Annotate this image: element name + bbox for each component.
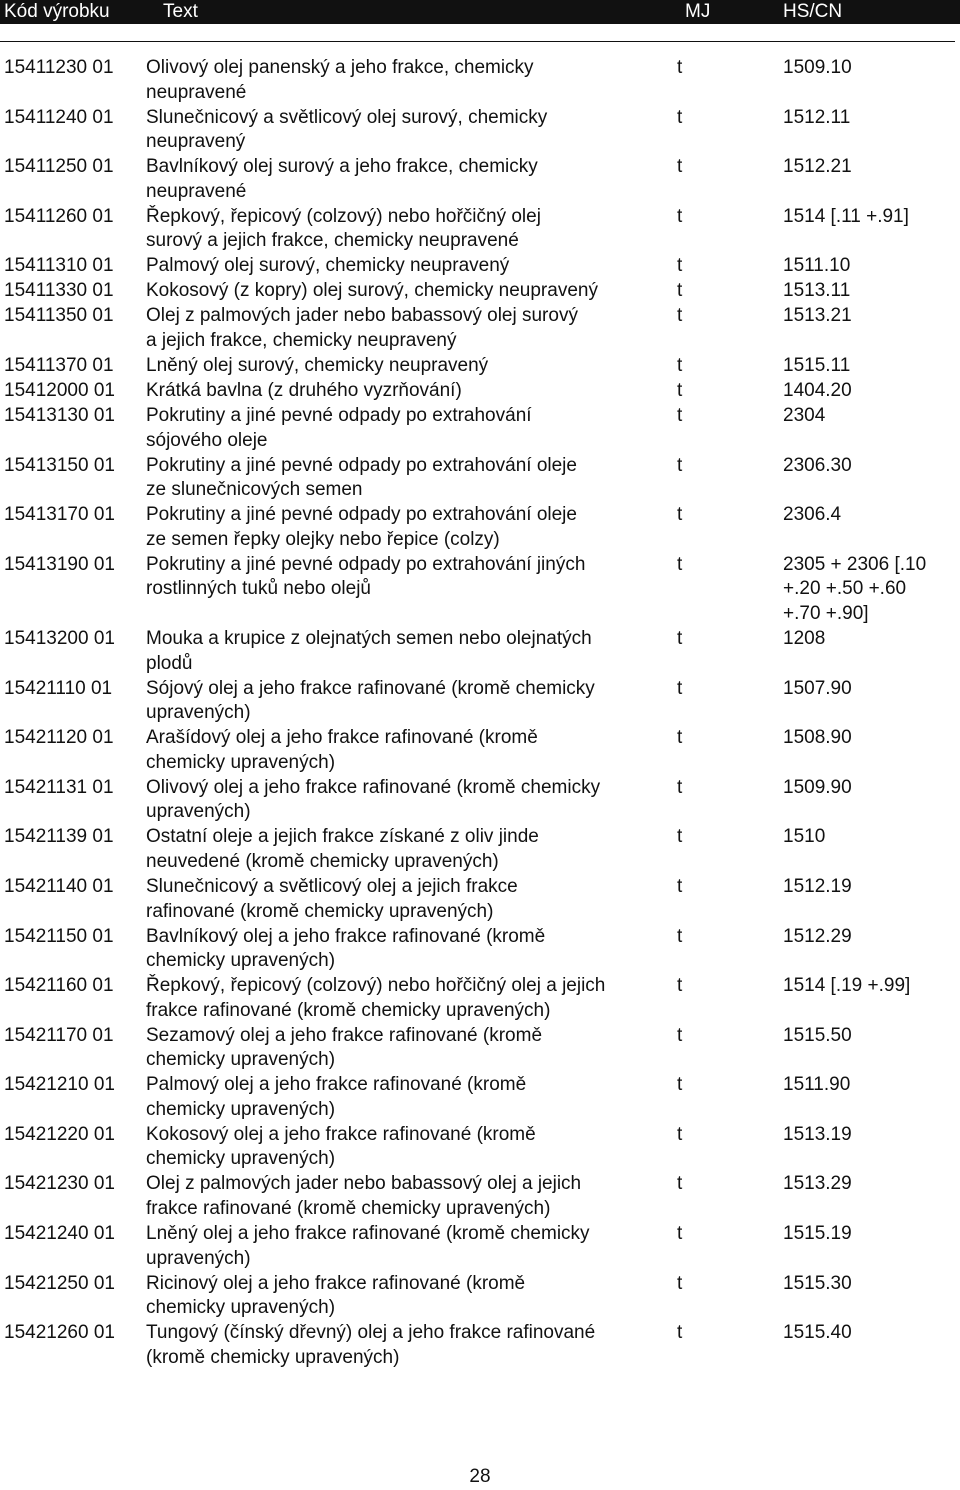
description-line: frakce rafinované (kromě chemicky upravených) — [146, 1198, 551, 1220]
unit-value: t — [677, 106, 683, 128]
description-line: ze semen řepky olejky nebo řepice (colzy) — [146, 528, 500, 550]
description-line: neupravené — [146, 81, 247, 103]
product-description — [146, 726, 666, 775]
column-header-hs: HS/CN — [783, 1, 843, 22]
hs-cn-code — [783, 627, 958, 652]
hs-cn-line: 1513.11 — [783, 280, 851, 302]
hs-cn-line: 1404.20 — [783, 379, 852, 401]
column-header-code: Kód výrobku — [4, 1, 110, 22]
description-line: Slunečnicový a světlicový olej a jejich frakce — [146, 875, 518, 897]
column-header-text: Text — [163, 1, 198, 22]
description-line: Pokrutiny a jiné pevné odpady po extrahování oleje — [146, 454, 577, 476]
description-line: Ricinový olej a jeho frakce rafinované (kromě — [146, 1272, 526, 1294]
product-code: 15421139 01 — [4, 826, 114, 848]
unit-value: t — [677, 404, 683, 426]
hs-cn-code — [783, 254, 958, 279]
table-row — [0, 1024, 960, 1074]
table-header — [0, 0, 960, 24]
description-line: chemicky upravených) — [146, 1297, 336, 1319]
hs-cn-line: 1513.29 — [783, 1173, 852, 1195]
hs-cn-code — [783, 304, 958, 329]
description-line: chemicky upravených) — [146, 1098, 336, 1120]
description-line: Pokrutiny a jiné pevné odpady po extrahování oleje — [146, 504, 577, 526]
product-description — [146, 875, 666, 924]
description-line: Arašídový olej a jeho frakce rafinované (kromě — [146, 727, 538, 749]
hs-cn-code — [783, 875, 958, 900]
hs-cn-code — [783, 776, 958, 801]
product-table — [0, 56, 960, 1371]
hs-cn-line: 1513.21 — [783, 305, 852, 327]
hs-cn-line: 2306.30 — [783, 454, 852, 476]
product-description — [146, 1222, 666, 1271]
description-line: surový a jejich frakce, chemicky neupravené — [146, 230, 519, 252]
product-code: 15421260 01 — [4, 1322, 115, 1344]
product-code: 15412000 01 — [4, 379, 115, 401]
table-row — [0, 1321, 960, 1371]
table-row — [0, 925, 960, 975]
hs-cn-code — [783, 1321, 958, 1346]
hs-cn-code — [783, 454, 958, 479]
table-row — [0, 1272, 960, 1322]
unit-value: t — [677, 1024, 683, 1046]
table-row — [0, 1123, 960, 1173]
product-description — [146, 1172, 666, 1221]
hs-cn-code — [783, 677, 958, 702]
product-description — [146, 1272, 666, 1321]
description-line: Lněný olej a jeho frakce rafinované (kromě chemicky — [146, 1223, 590, 1245]
table-row — [0, 354, 960, 379]
description-line: Olej z palmových jader nebo babassový olej a jejich — [146, 1173, 582, 1195]
hs-cn-line: 1515.40 — [783, 1322, 852, 1344]
hs-cn-code — [783, 1222, 958, 1247]
description-line: Bavlníkový olej a jeho frakce rafinované (kromě — [146, 925, 546, 947]
product-description — [146, 155, 666, 204]
description-line: upravených) — [146, 1247, 251, 1269]
product-code: 15411350 01 — [4, 305, 114, 327]
column-header-unit: MJ — [685, 1, 711, 22]
description-line: frakce rafinované (kromě chemicky upravených) — [146, 999, 551, 1021]
hs-cn-line: 1512.29 — [783, 925, 852, 947]
hs-cn-line: 1514 [.19 +.99] — [783, 975, 911, 997]
hs-cn-code — [783, 56, 958, 81]
description-line: Kokosový (z kopry) olej surový, chemicky neupravený — [146, 280, 598, 302]
table-row — [0, 726, 960, 776]
description-line: Olej z palmových jader nebo babassový olej surový — [146, 305, 578, 327]
product-description — [146, 503, 666, 552]
unit-value: t — [677, 826, 683, 848]
unit-value: t — [677, 1173, 683, 1195]
unit-value: t — [677, 975, 683, 997]
table-row — [0, 279, 960, 304]
product-description — [146, 677, 666, 726]
description-line: neupravené — [146, 180, 247, 202]
product-description — [146, 304, 666, 353]
unit-value: t — [677, 1123, 683, 1145]
table-row — [0, 825, 960, 875]
description-line: neuvedené (kromě chemicky upravených) — [146, 850, 499, 872]
hs-cn-line: +.20 +.50 +.60 — [783, 578, 907, 600]
description-line: chemicky upravených) — [146, 1148, 336, 1170]
hs-cn-code — [783, 106, 958, 131]
product-code: 15411260 01 — [4, 205, 114, 227]
unit-value: t — [677, 454, 683, 476]
product-code: 15411240 01 — [4, 106, 114, 128]
product-code: 15421131 01 — [4, 776, 114, 798]
product-description — [146, 825, 666, 874]
unit-value: t — [677, 1074, 683, 1096]
description-line: upravených) — [146, 801, 251, 823]
description-line: Sójový olej a jeho frakce rafinované (kromě chemicky — [146, 677, 595, 699]
hs-cn-code — [783, 1172, 958, 1197]
unit-value: t — [677, 205, 683, 227]
description-line: chemicky upravených) — [146, 950, 336, 972]
product-description — [146, 974, 666, 1023]
hs-cn-line: 1514 [.11 +.91] — [783, 205, 909, 227]
product-code: 15421220 01 — [4, 1123, 115, 1145]
product-description — [146, 279, 666, 304]
description-line: rafinované (kromě chemicky upravených) — [146, 900, 494, 922]
hs-cn-line: 1515.19 — [783, 1223, 852, 1245]
table-row — [0, 1172, 960, 1222]
table-row — [0, 379, 960, 404]
table-row — [0, 627, 960, 677]
table-row — [0, 404, 960, 454]
table-row — [0, 677, 960, 727]
description-line: Palmový olej surový, chemicky neupravený — [146, 255, 510, 277]
unit-value: t — [677, 875, 683, 897]
unit-value: t — [677, 354, 683, 376]
hs-cn-line: 1511.10 — [783, 255, 851, 277]
product-description — [146, 627, 666, 676]
unit-value: t — [677, 627, 683, 649]
description-line: Řepkový, řepicový (colzový) nebo hořčičný olej a jejich — [146, 975, 606, 997]
hs-cn-line: 1208 — [783, 627, 826, 649]
description-line: neupravený — [146, 131, 246, 153]
product-description — [146, 553, 666, 602]
header-divider — [0, 41, 955, 42]
description-line: Palmový olej a jeho frakce rafinované (kromě — [146, 1074, 527, 1096]
product-code: 15421150 01 — [4, 925, 114, 947]
description-line: Slunečnicový a světlicový olej surový, chemicky — [146, 106, 548, 128]
hs-cn-code — [783, 553, 958, 627]
unit-value: t — [677, 727, 683, 749]
hs-cn-line: 1515.30 — [783, 1272, 852, 1294]
product-code: 15421230 01 — [4, 1173, 115, 1195]
product-code: 15411310 01 — [4, 255, 114, 277]
unit-value: t — [677, 1322, 683, 1344]
product-code: 15421210 01 — [4, 1074, 115, 1096]
description-line: plodů — [146, 652, 193, 674]
hs-cn-line: 1515.11 — [783, 354, 851, 376]
product-code: 15411230 01 — [4, 57, 114, 78]
unit-value: t — [677, 553, 683, 575]
hs-cn-code — [783, 974, 958, 999]
description-line: ze slunečnicových semen — [146, 479, 363, 501]
hs-cn-code — [783, 925, 958, 950]
hs-cn-code — [783, 1123, 958, 1148]
description-line: Krátká bavlna (z druhého vyzrňování) — [146, 379, 462, 401]
page-number: 28 — [469, 1466, 491, 1487]
description-line: (kromě chemicky upravených) — [146, 1346, 400, 1368]
description-line: Sezamový olej a jeho frakce rafinované (kromě — [146, 1024, 543, 1046]
product-code: 15413130 01 — [4, 404, 115, 426]
description-line: Lněný olej surový, chemicky neupravený — [146, 354, 489, 376]
product-code: 15421140 01 — [4, 875, 114, 897]
product-description — [146, 56, 666, 105]
product-description — [146, 925, 666, 974]
product-description — [146, 106, 666, 155]
table-row — [0, 155, 960, 205]
description-line: chemicky upravených) — [146, 751, 336, 773]
description-line: Bavlníkový olej surový a jeho frakce, chemicky — [146, 156, 538, 178]
unit-value: t — [677, 280, 683, 302]
product-description — [146, 1024, 666, 1073]
product-description — [146, 404, 666, 453]
hs-cn-code — [783, 503, 958, 528]
unit-value: t — [677, 776, 683, 798]
description-line: upravených) — [146, 702, 251, 724]
table-row — [0, 875, 960, 925]
description-line: rostlinných tuků nebo olejů — [146, 578, 371, 600]
unit-value: t — [677, 255, 683, 277]
unit-value: t — [677, 677, 683, 699]
hs-cn-line: 1510 — [783, 826, 826, 848]
description-line: Olivový olej panenský a jeho frakce, chemicky — [146, 57, 534, 78]
product-code: 15421160 01 — [4, 975, 114, 997]
hs-cn-code — [783, 279, 958, 304]
table-row — [0, 553, 960, 627]
hs-cn-code — [783, 1073, 958, 1098]
unit-value: t — [677, 379, 683, 401]
product-code: 15411370 01 — [4, 354, 114, 376]
description-line: chemicky upravených) — [146, 1049, 336, 1071]
unit-value: t — [677, 156, 683, 178]
hs-cn-line: 1511.90 — [783, 1074, 851, 1096]
product-code: 15421110 01 — [4, 677, 113, 699]
table-row — [0, 1222, 960, 1272]
description-line: Kokosový olej a jeho frakce rafinované (kromě — [146, 1123, 536, 1145]
description-line: Řepkový, řepicový (colzový) nebo hořčičný olej — [146, 205, 541, 227]
product-description — [146, 1321, 666, 1370]
description-line: Tungový (čínský dřevný) olej a jeho frakce rafinované — [146, 1322, 596, 1344]
hs-cn-line: +.70 +.90] — [783, 602, 869, 624]
hs-cn-code — [783, 379, 958, 404]
table-row — [0, 254, 960, 279]
product-description — [146, 1073, 666, 1122]
hs-cn-line: 1508.90 — [783, 727, 852, 749]
description-line: Pokrutiny a jiné pevné odpady po extrahování — [146, 404, 532, 426]
hs-cn-line: 1507.90 — [783, 677, 852, 699]
hs-cn-line: 1509.90 — [783, 776, 852, 798]
hs-cn-line: 1512.21 — [783, 156, 852, 178]
product-description — [146, 1123, 666, 1172]
product-code: 15421120 01 — [4, 727, 114, 749]
description-line: Mouka a krupice z olejnatých semen nebo olejnatých — [146, 627, 592, 649]
unit-value: t — [677, 925, 683, 947]
unit-value: t — [677, 504, 683, 526]
table-row — [0, 776, 960, 826]
hs-cn-code — [783, 205, 958, 230]
unit-value: t — [677, 1223, 683, 1245]
product-description — [146, 379, 666, 404]
hs-cn-code — [783, 726, 958, 751]
product-description — [146, 354, 666, 379]
product-description — [146, 254, 666, 279]
table-row — [0, 1073, 960, 1123]
description-line: a jejich frakce, chemicky neupravený — [146, 329, 457, 351]
hs-cn-line: 1513.19 — [783, 1123, 852, 1145]
product-description — [146, 776, 666, 825]
product-code: 15413150 01 — [4, 454, 115, 476]
description-line: sójového oleje — [146, 429, 268, 451]
product-description — [146, 454, 666, 503]
hs-cn-line: 2304 — [783, 404, 826, 426]
hs-cn-code — [783, 825, 958, 850]
unit-value: t — [677, 1272, 683, 1294]
hs-cn-code — [783, 404, 958, 429]
hs-cn-line: 1512.19 — [783, 875, 852, 897]
hs-cn-line: 1512.11 — [783, 106, 851, 128]
unit-value: t — [677, 57, 683, 78]
hs-cn-line: 1515.50 — [783, 1024, 852, 1046]
product-code: 15421170 01 — [4, 1024, 114, 1046]
unit-value: t — [677, 305, 683, 327]
description-line: Ostatní oleje a jejich frakce získané z oliv jinde — [146, 826, 539, 848]
description-line: Pokrutiny a jiné pevné odpady po extrahování jiných — [146, 553, 586, 575]
table-row — [0, 106, 960, 156]
table-row — [0, 454, 960, 504]
description-line: Olivový olej a jeho frakce rafinované (kromě chemicky — [146, 776, 601, 798]
product-code: 15413190 01 — [4, 553, 115, 575]
hs-cn-code — [783, 1272, 958, 1297]
product-code: 15413170 01 — [4, 504, 115, 526]
hs-cn-code — [783, 354, 958, 379]
table-row — [0, 503, 960, 553]
table-row — [0, 304, 960, 354]
product-description — [146, 205, 666, 254]
product-code: 15411250 01 — [4, 156, 114, 178]
hs-cn-code — [783, 1024, 958, 1049]
hs-cn-line: 2306.4 — [783, 504, 842, 526]
product-code: 15413200 01 — [4, 627, 115, 649]
hs-cn-line: 1509.10 — [783, 57, 852, 78]
product-code: 15421250 01 — [4, 1272, 115, 1294]
table-row — [0, 56, 960, 106]
product-code: 15411330 01 — [4, 280, 114, 302]
table-row — [0, 974, 960, 1024]
product-code: 15421240 01 — [4, 1223, 115, 1245]
hs-cn-line: 2305 + 2306 [.10 — [783, 553, 927, 575]
hs-cn-code — [783, 155, 958, 180]
table-row — [0, 205, 960, 255]
